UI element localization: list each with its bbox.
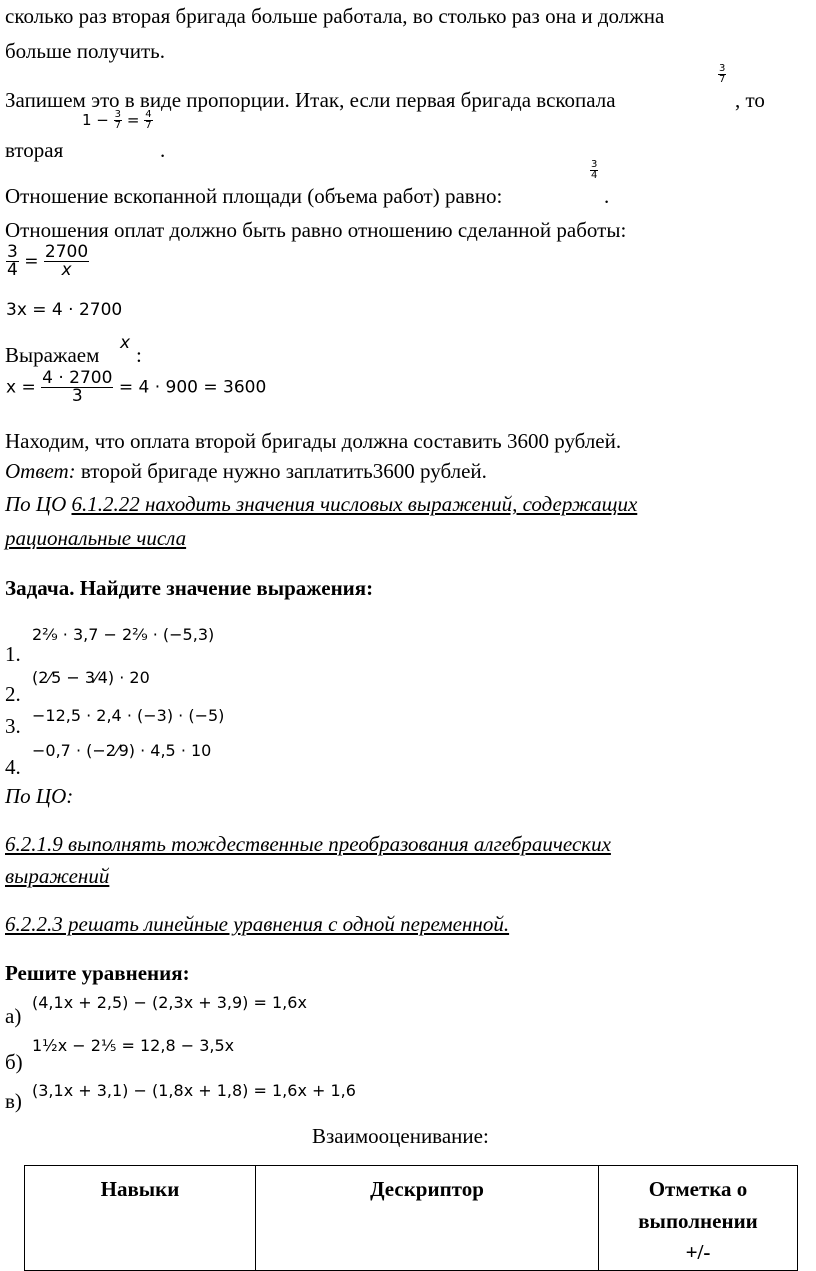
fraction: [718, 64, 726, 85]
math-expression: [82, 110, 153, 131]
equation: [6, 370, 266, 405]
text-span: :: [136, 343, 142, 367]
denominator: 7: [719, 74, 726, 85]
denominator: 7: [145, 120, 152, 131]
denominator: 4: [591, 170, 598, 181]
math-text: =: [24, 251, 39, 272]
text-span: , то: [735, 88, 765, 112]
denominator: 4: [7, 260, 18, 280]
section-title: Решите уравнения:: [5, 961, 190, 985]
math-text: = 4 · 900 = 3600: [118, 377, 267, 398]
text-line: больше получить.: [5, 39, 165, 63]
text-span: .: [604, 184, 610, 208]
table-header-cell: Дескриптор: [256, 1166, 599, 1271]
list-item-number: 2.: [5, 682, 21, 706]
text-line: вторая: [5, 138, 64, 162]
text-line: Отношения оплат должно быть равно отношению сделанной работы:: [5, 218, 627, 242]
list-item-number: 1.: [5, 642, 21, 666]
numerator: 2700: [44, 242, 89, 262]
math-text: 1 −: [82, 111, 109, 129]
variable: x: [120, 333, 131, 353]
proportion-equation: [6, 244, 89, 279]
math-expression: −12,5 · 2,4 · (−3) · (−5): [32, 706, 225, 725]
math-expression: (2⁄5 − 3⁄4) · 20: [32, 668, 150, 687]
denominator: 3: [71, 386, 83, 406]
task-title: Задача. Найдите значение выражения:: [5, 576, 374, 600]
list-item-number: 3.: [5, 714, 21, 738]
math-expression: 1½x − 2⅕ = 12,8 − 3,5x: [32, 1036, 235, 1055]
math-text: =: [126, 111, 140, 129]
numerator: 4 · 2700: [42, 368, 113, 388]
co-reference: 6.1.2.22 находить значения числовых выражений, содержащих: [71, 492, 638, 516]
numerator: 3: [114, 109, 122, 120]
text-line: сколько раз вторая бригада больше работала, во столько раз она и должна: [5, 4, 665, 28]
table-header-row: [25, 1166, 798, 1271]
text-line: [5, 90, 616, 111]
co-reference: рациональные числа: [5, 526, 187, 550]
math-text: x =: [6, 377, 36, 398]
numerator: 3: [719, 63, 726, 74]
peer-title: Взаимооценивание:: [312, 1124, 489, 1148]
table-header-cell: Отметка о выполнении +/-: [599, 1166, 798, 1271]
co-reference: 6.2.1.9 выполнять тождественные преобразования алгебраических: [5, 832, 611, 856]
answer-text: второй бригаде нужно заплатить3600 рублей.: [75, 459, 487, 483]
curriculum-objective: [5, 494, 637, 515]
co-prefix: По ЦО: [5, 492, 72, 516]
math-expression: (4,1x + 2,5) − (2,3x + 3,9) = 1,6x: [32, 993, 307, 1012]
denominator: x: [61, 260, 72, 280]
text-line: Находим, что оплата второй бригады должна составить 3600 рублей.: [5, 429, 622, 453]
numerator: 4: [145, 109, 152, 120]
denominator: 7: [114, 120, 122, 131]
co-reference: 6.2.2.3 решать линейные уравнения с одной переменной.: [5, 912, 510, 936]
numerator: 3: [591, 159, 598, 170]
numerator: 3: [7, 242, 18, 262]
math-expression: −0,7 · (−2⁄9) · 4,5 · 10: [32, 741, 212, 760]
equation: 3x = 4 · 2700: [6, 300, 123, 320]
list-item-label: в): [5, 1089, 22, 1113]
answer-line: [5, 461, 487, 482]
co-reference: выражений: [5, 864, 110, 888]
math-expression: (3,1x + 3,1) − (1,8x + 1,8) = 1,6x + 1,6: [32, 1081, 356, 1100]
text-span: Запишем это в виде пропорции. Итак, если первая бригада вскопала: [5, 88, 616, 112]
table-header-cell: Навыки: [25, 1166, 256, 1271]
text-line: Выражаем: [5, 343, 100, 367]
assessment-table: [24, 1165, 798, 1271]
text-line: Отношение вскопанной площади (объема работ) равно:: [5, 184, 503, 208]
fraction: [590, 160, 598, 181]
list-item-number: 4.: [5, 755, 21, 779]
answer-label: Ответ:: [5, 459, 76, 483]
list-item-label: б): [5, 1050, 23, 1074]
co-label: По ЦО:: [5, 784, 74, 808]
list-item-label: а): [5, 1004, 22, 1028]
math-expression: 2²⁄₉ · 3,7 − 2²⁄₉ · (−5,3): [32, 625, 215, 644]
text-span: .: [160, 138, 166, 162]
